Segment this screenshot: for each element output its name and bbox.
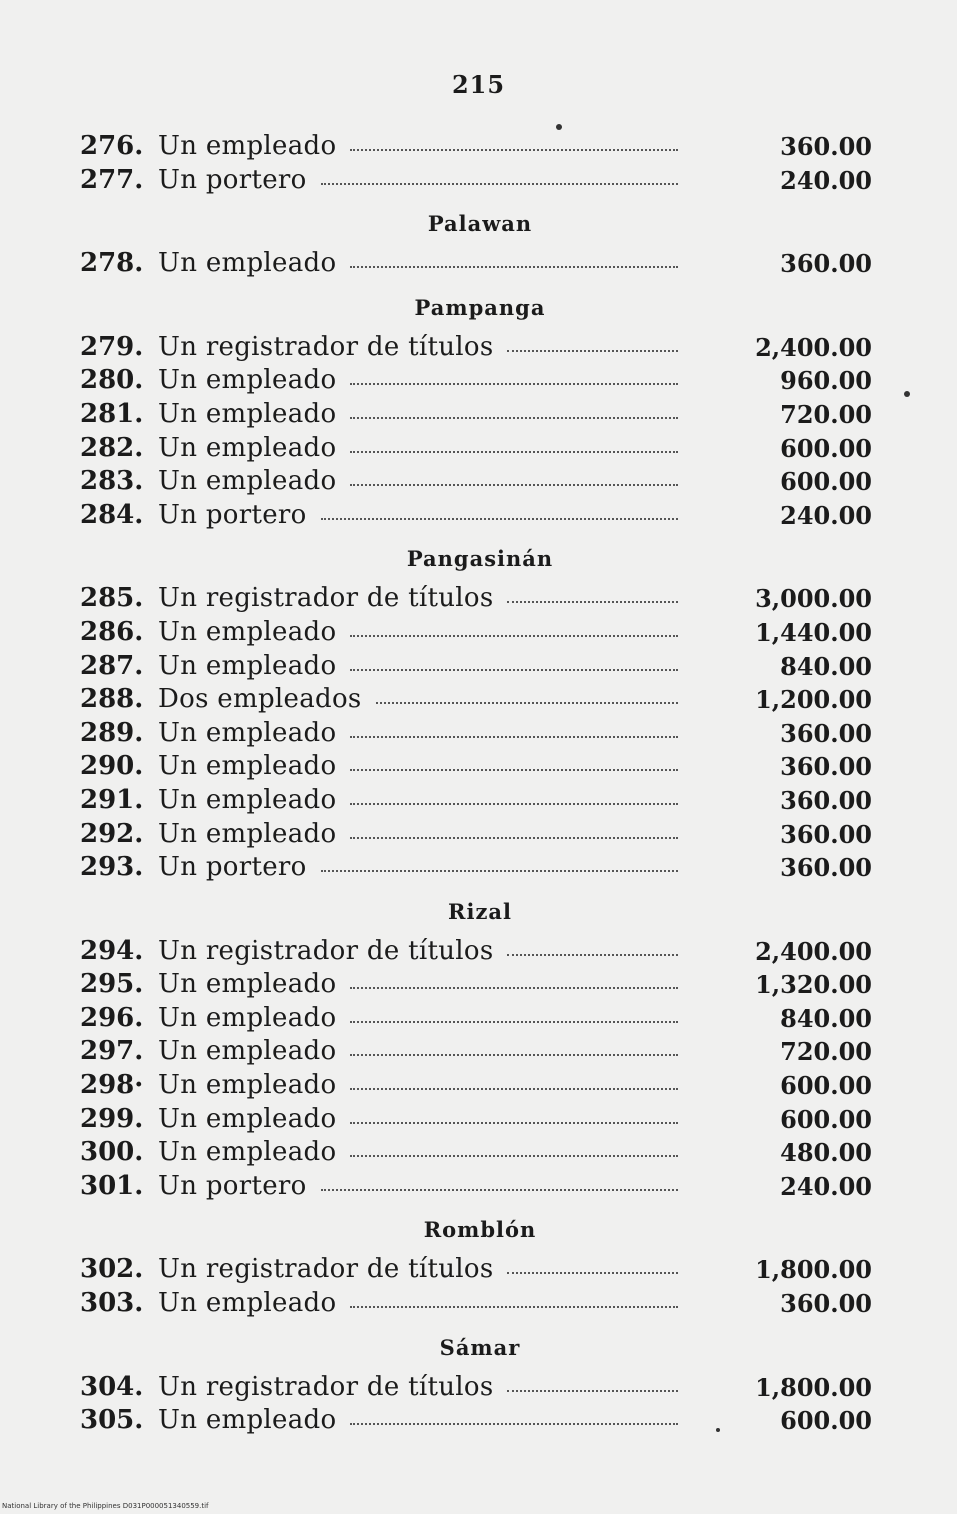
dot-leader (350, 1054, 678, 1056)
dot-leader (350, 987, 678, 989)
dot-leader (507, 350, 678, 352)
entry-amount: 1,800.00 (755, 1372, 872, 1402)
entry-row (80, 1103, 880, 1137)
entry-description: Un empleado (158, 818, 337, 849)
dot-leader (350, 149, 678, 151)
dot-leader (350, 451, 678, 453)
entry-number: 298· (80, 1070, 144, 1101)
entry-row (80, 164, 880, 198)
entry-amount: 240.00 (780, 1171, 872, 1201)
entry-description: Un empleado (158, 398, 337, 429)
entry-row (80, 968, 880, 1002)
entry-description: Un empleado (158, 1002, 337, 1033)
entry-amount: 360.00 (780, 853, 872, 883)
entry-description: Un empleado (158, 650, 337, 681)
entry-number: 286. (80, 616, 144, 647)
dot-leader (350, 669, 678, 671)
entry-row (80, 935, 880, 969)
entry-row (80, 247, 880, 281)
entry-description: Un portero (158, 1170, 307, 1201)
entry-number: 283. (80, 466, 144, 497)
entry-number: 294. (80, 935, 144, 966)
entry-amount: 600.00 (780, 433, 872, 463)
entry-row (80, 1371, 880, 1405)
entry-number: 289. (80, 717, 144, 748)
entry-description: Un portero (158, 164, 307, 195)
entry-description: Un empleado (158, 969, 337, 1000)
entry-amount: 600.00 (780, 1406, 872, 1436)
entry-description: Un empleado (158, 1070, 337, 1101)
entry-amount: 600.00 (780, 467, 872, 497)
dot-leader (321, 1189, 678, 1191)
entry-row (80, 683, 880, 717)
entry-row (80, 1170, 880, 1204)
entry-number: 302. (80, 1254, 144, 1285)
entry-row (80, 331, 880, 365)
entry-number: 305. (80, 1405, 144, 1436)
entry-description: Un registrador de títulos (158, 331, 494, 362)
entry-amount: 840.00 (780, 651, 872, 681)
entry-number: 282. (80, 432, 144, 463)
entry-row (80, 398, 880, 432)
dot-leader (350, 1088, 678, 1090)
dot-leader (350, 1306, 678, 1308)
entry-description: Un empleado (158, 365, 337, 396)
entry-number: 297. (80, 1036, 144, 1067)
entry-row (80, 851, 880, 885)
entry-row (80, 130, 880, 164)
salary-list (80, 130, 880, 1438)
entry-amount: 1,200.00 (755, 685, 872, 715)
entry-row (80, 1253, 880, 1287)
section-heading: Palawan (427, 211, 533, 237)
entry-row (80, 465, 880, 499)
section-heading: Sámar (439, 1334, 521, 1360)
entry-description: Un empleado (158, 131, 337, 161)
entry-amount: 1,320.00 (755, 970, 872, 1000)
entry-number: 291. (80, 784, 144, 815)
entry-amount: 360.00 (780, 718, 872, 748)
entry-row (80, 818, 880, 852)
dot-leader (321, 870, 678, 872)
entry-description: Un empleado (158, 751, 337, 782)
entry-number: 290. (80, 751, 144, 782)
scan-footer: National Library of the Philippines D031P000051340559.tif (2, 1502, 209, 1510)
dot-leader (350, 484, 678, 486)
entry-number: 288. (80, 684, 144, 715)
dot-leader (350, 383, 678, 385)
entry-description: Un empleado (158, 784, 337, 815)
entry-row (80, 1069, 880, 1103)
entry-number: 284. (80, 499, 144, 530)
entry-row (80, 1035, 880, 1069)
entry-row (80, 499, 880, 533)
entry-number: 293. (80, 852, 144, 883)
entry-amount: 960.00 (780, 366, 872, 396)
entry-row (80, 432, 880, 466)
entry-number: 295. (80, 969, 144, 1000)
entry-amount: 1,440.00 (755, 617, 872, 647)
speck (556, 124, 562, 130)
entry-number: 278. (80, 248, 144, 279)
dot-leader (350, 1423, 678, 1425)
entry-amount: 240.00 (780, 165, 872, 195)
entry-row (80, 1404, 880, 1438)
dot-leader (350, 417, 678, 419)
dot-leader (507, 1272, 678, 1274)
page-number: 215 (451, 70, 506, 99)
section-heading: Romblón (423, 1217, 537, 1243)
entry-description: Un registrador de títulos (158, 1254, 494, 1285)
entry-description: Un empleado (158, 248, 337, 279)
entry-row (80, 717, 880, 751)
entry-description: Un empleado (158, 1103, 337, 1134)
entry-amount: 2,400.00 (755, 332, 872, 362)
speck (716, 1428, 720, 1432)
entry-description: Un empleado (158, 1405, 337, 1436)
entry-amount: 480.00 (780, 1138, 872, 1168)
entry-description: Un registrador de títulos (158, 1371, 494, 1402)
entry-description: Un empleado (158, 1137, 337, 1168)
entry-number: 304. (80, 1371, 144, 1402)
dot-leader (350, 803, 678, 805)
entry-amount: 600.00 (780, 1104, 872, 1134)
entry-amount: 600.00 (780, 1071, 872, 1101)
entry-row (80, 1002, 880, 1036)
dot-leader (350, 266, 678, 268)
entry-number: 287. (80, 650, 144, 681)
entry-amount: 720.00 (780, 399, 872, 429)
entry-number: 303. (80, 1288, 144, 1319)
entry-number: 279. (80, 331, 144, 362)
dot-leader (350, 1021, 678, 1023)
entry-number: 301. (80, 1170, 144, 1201)
entry-amount: 360.00 (780, 132, 872, 161)
entry-row (80, 750, 880, 784)
entry-row (80, 582, 880, 616)
dot-leader (350, 635, 678, 637)
entry-amount: 2,400.00 (755, 936, 872, 966)
entry-amount: 360.00 (780, 249, 872, 279)
entry-amount: 840.00 (780, 1003, 872, 1033)
dot-leader (350, 769, 678, 771)
entry-row (80, 616, 880, 650)
dot-leader (507, 954, 678, 956)
entry-number: 281. (80, 398, 144, 429)
dot-leader (350, 1155, 678, 1157)
entry-amount: 240.00 (780, 500, 872, 530)
speck (904, 391, 910, 397)
entry-description: Un empleado (158, 432, 337, 463)
entry-description: Un portero (158, 499, 307, 530)
section-heading: Pampanga (414, 294, 546, 320)
section-heading: Pangasinán (406, 546, 554, 572)
entry-row (80, 650, 880, 684)
entry-description: Un empleado (158, 1036, 337, 1067)
entry-description: Dos empleados (158, 684, 362, 715)
entry-description: Un empleado (158, 717, 337, 748)
entry-row (80, 1287, 880, 1321)
entry-number: 280. (80, 365, 144, 396)
entry-amount: 360.00 (780, 785, 872, 815)
entry-amount: 3,000.00 (755, 584, 872, 614)
entry-description: Un portero (158, 852, 307, 883)
entry-description: Un empleado (158, 1288, 337, 1319)
dot-leader (350, 1122, 678, 1124)
entry-amount: 360.00 (780, 819, 872, 849)
entry-number: 292. (80, 818, 144, 849)
entry-amount: 360.00 (780, 1289, 872, 1319)
entry-number: 276. (80, 131, 144, 161)
entry-number: 277. (80, 164, 144, 195)
entry-number: 299. (80, 1103, 144, 1134)
dot-leader (507, 601, 678, 603)
entry-description: Un registrador de títulos (158, 935, 494, 966)
entry-amount: 360.00 (780, 752, 872, 782)
dot-leader (507, 1390, 678, 1392)
entry-description: Un registrador de títulos (158, 583, 494, 614)
entry-row (80, 784, 880, 818)
entry-row (80, 1136, 880, 1170)
section-heading: Rizal (448, 898, 512, 924)
dot-leader (350, 837, 678, 839)
entry-description: Un empleado (158, 466, 337, 497)
entry-amount: 720.00 (780, 1037, 872, 1067)
entry-description: Un empleado (158, 616, 337, 647)
entry-number: 296. (80, 1002, 144, 1033)
dot-leader (321, 518, 678, 520)
entry-row (80, 364, 880, 398)
entry-number: 285. (80, 583, 144, 614)
entry-amount: 1,800.00 (755, 1255, 872, 1285)
dot-leader (350, 736, 678, 738)
dot-leader (376, 702, 678, 704)
entry-number: 300. (80, 1137, 144, 1168)
dot-leader (321, 183, 678, 185)
